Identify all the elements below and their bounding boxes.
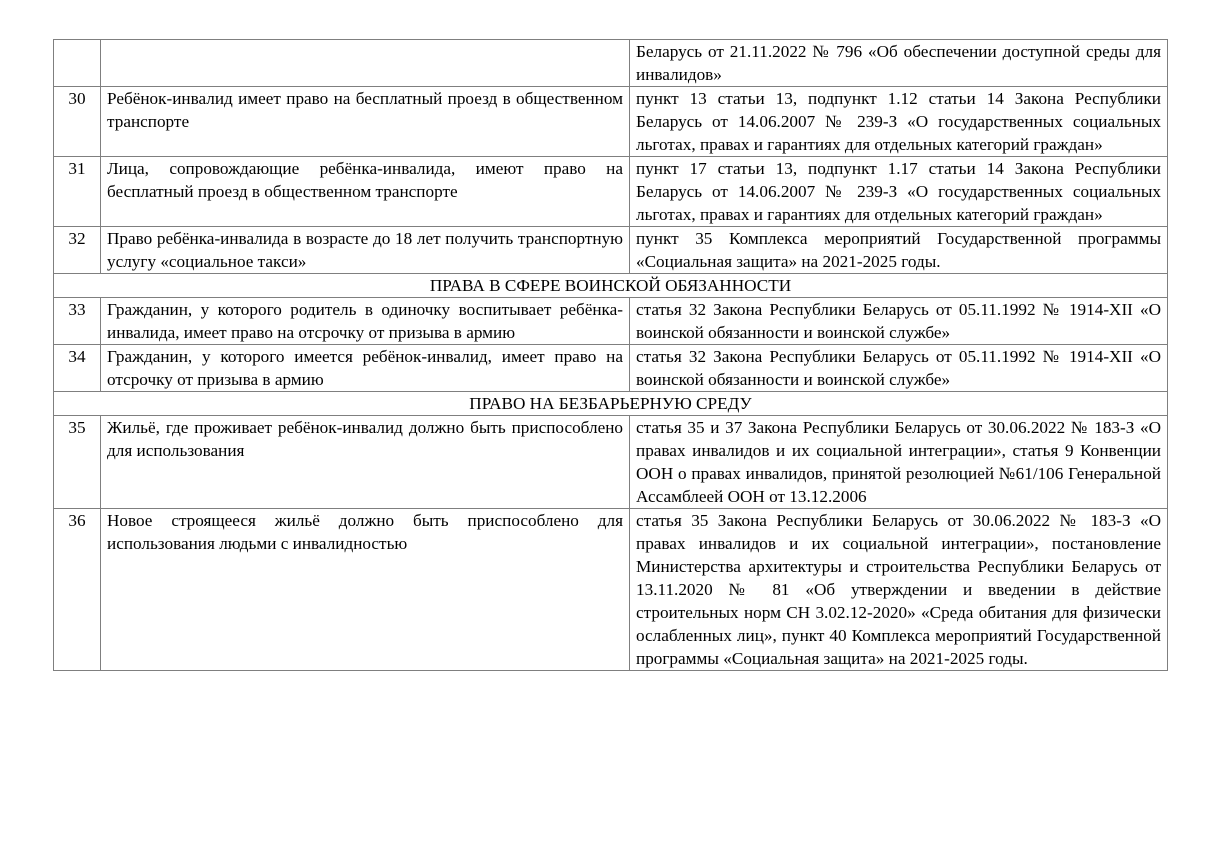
right-description: Право ребёнка-инвалида в возрасте до 18 лет получить транспортную услугу «социальное такси» <box>101 227 630 274</box>
row-number: 30 <box>54 87 101 157</box>
row-number <box>54 40 101 87</box>
row-number: 34 <box>54 345 101 392</box>
table-row <box>54 345 1168 392</box>
row-number: 36 <box>54 509 101 671</box>
legal-basis: пункт 13 статьи 13, подпункт 1.12 статьи 14 Закона Республики Беларусь от 14.06.2007 № 239-З «О государственных социальных льготах, правах и гарантиях для отдельных категорий граждан» <box>630 87 1168 157</box>
right-description: Лица, сопровождающие ребёнка-инвалида, имеют право на бесплатный проезд в общественном транспорте <box>101 157 630 227</box>
row-number: 31 <box>54 157 101 227</box>
section-header-row <box>54 392 1168 416</box>
section-title-barrier-free: ПРАВО НА БЕЗБАРЬЕРНУЮ СРЕДУ <box>54 392 1168 416</box>
row-number: 35 <box>54 416 101 509</box>
legal-basis: статья 35 Закона Республики Беларусь от 30.06.2022 № 183-З «О правах инвалидов и их социальной интеграции», постановление Министерства архитектуры и строительства Республики Беларусь от 13.11.2020 № 81 «Об утверждении и введении в действие строительных норм СН 3.02.12-2020» «Среда обитания для физически ослабленных лиц», пункт 40 Комплекса мероприятий Государственной программы «Социальная защита» на 2021-2025 годы. <box>630 509 1168 671</box>
table-row <box>54 227 1168 274</box>
row-number: 32 <box>54 227 101 274</box>
legal-basis: пункт 35 Комплекса мероприятий Государственной программы «Социальная защита» на 2021-2025 годы. <box>630 227 1168 274</box>
legal-basis: пункт 17 статьи 13, подпункт 1.17 статьи 14 Закона Республики Беларусь от 14.06.2007 № 239-З «О государственных социальных льготах, правах и гарантиях для отдельных категорий граждан» <box>630 157 1168 227</box>
right-description: Жильё, где проживает ребёнок-инвалид должно быть приспособлено для использования <box>101 416 630 509</box>
table-row <box>54 40 1168 87</box>
right-description <box>101 40 630 87</box>
right-description: Новое строящееся жильё должно быть приспособлено для использования людьми с инвалидностью <box>101 509 630 671</box>
right-description: Гражданин, у которого имеется ребёнок-инвалид, имеет право на отсрочку от призыва в армию <box>101 345 630 392</box>
legal-basis: Беларусь от 21.11.2022 № 796 «Об обеспечении доступной среды для инвалидов» <box>630 40 1168 87</box>
section-header-row <box>54 274 1168 298</box>
legal-basis: статья 32 Закона Республики Беларусь от 05.11.1992 № 1914-XII «О воинской обязанности и воинской службе» <box>630 345 1168 392</box>
table-row <box>54 416 1168 509</box>
right-description: Ребёнок-инвалид имеет право на бесплатный проезд в общественном транспорте <box>101 87 630 157</box>
table-row <box>54 298 1168 345</box>
right-description: Гражданин, у которого родитель в одиночку воспитывает ребёнка-инвалида, имеет право на отсрочку от призыва в армию <box>101 298 630 345</box>
table-row <box>54 509 1168 671</box>
section-title-military: ПРАВА В СФЕРЕ ВОИНСКОЙ ОБЯЗАННОСТИ <box>54 274 1168 298</box>
legal-basis: статья 35 и 37 Закона Республики Беларусь от 30.06.2022 № 183-З «О правах инвалидов и их социальной интеграции», статья 9 Конвенции ООН о правах инвалидов, принятой резолюцией №61/106 Генеральной Ассамблеей ООН от 13.12.2006 <box>630 416 1168 509</box>
legal-basis: статья 32 Закона Республики Беларусь от 05.11.1992 № 1914-XII «О воинской обязанности и воинской службе» <box>630 298 1168 345</box>
table-row <box>54 87 1168 157</box>
table-row <box>54 157 1168 227</box>
rights-table <box>53 39 1168 671</box>
row-number: 33 <box>54 298 101 345</box>
